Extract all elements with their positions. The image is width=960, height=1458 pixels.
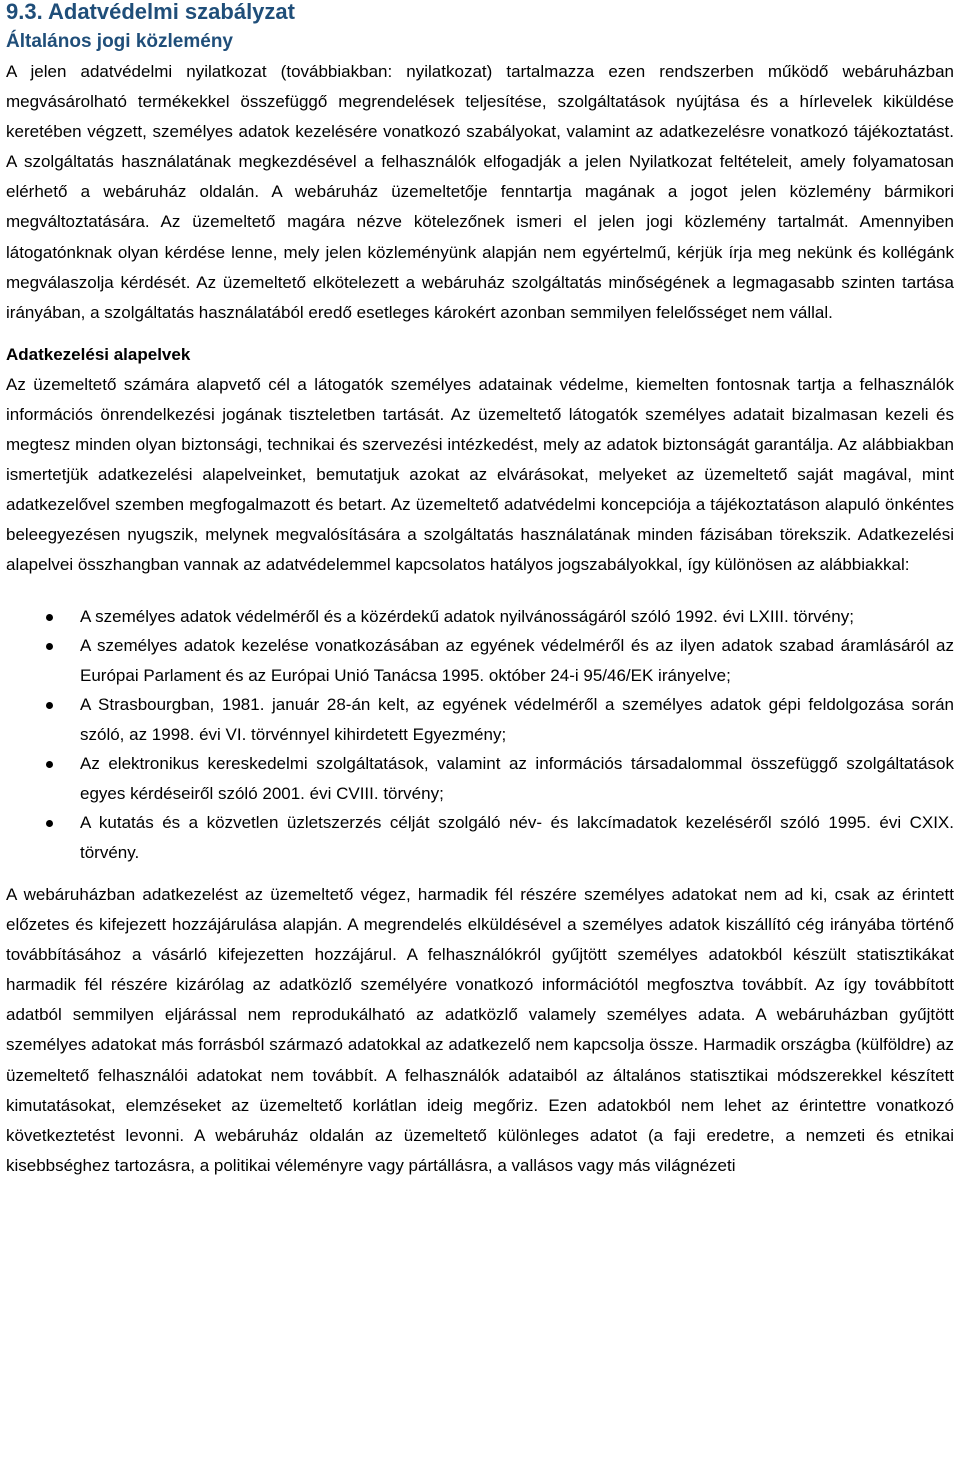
bullet-icon: [46, 761, 53, 768]
law-list-item: [6, 631, 954, 690]
spacer: [6, 328, 954, 340]
section-title: 9.3. Adatvédelmi szabályzat: [6, 0, 295, 24]
general-notice-heading: Általános jogi közlemény: [6, 31, 233, 52]
law-text: Az elektronikus kereskedelmi szolgáltatások, valamint az információs társadalommal összefüggő szolgáltatások egyes kérdéseiről szóló 2001. évi CVIII. törvény;: [80, 754, 954, 803]
general-notice-paragraph: A jelen adatvédelmi nyilatkozat (továbbiakban: nyilatkozat) tartalmazza ezen rendszerben működő webáruházban megvásárolható termékekkel összefüggő megrendelések teljesítése, szolgáltatások nyújtása és a hírlevelek kiküldése keretében végzett, személyes adatok kezelésére vonatkozó szabályokat, valamint az adatkezelésre vonatkozó tájékoztatást. A szolgáltatás használatának megkezdésével a felhasználók elfogadják a jelen Nyilatkozat feltételeit, amely folyamatosan elérhető a webáruház oldalán. A webáruház üzemeltetője fenntartja magának a jogot jelen közlemény bármikori megváltoztatására. Az üzemeltető magára nézve kötelezőnek ismeri el jelen jogi közlemény tartalmát. Amennyiben látogatónknak olyan kérdése lenne, mely jelen közleményünk alapján nem egyértelmű, kérjük írja meg nekünk és kollégánk megválaszolja kérdését. Az üzemeltető elkötelezett a webáruház szolgáltatás minőségének a legmagasabb szinten tartása irányában, a szolgáltatás használatából eredő esetleges károkért azonban semmilyen felelősséget nem vállal.: [6, 62, 954, 322]
spacer: [6, 581, 954, 602]
principles-heading: Adatkezelési alapelvek: [6, 344, 191, 364]
spacer: [6, 867, 954, 880]
law-text: A személyes adatok védelméről és a közérdekű adatok nyilvánosságáról szóló 1992. évi LXIII. törvény;: [80, 606, 854, 626]
law-list-item: [6, 749, 954, 808]
bullet-icon: [46, 702, 53, 709]
bullet-icon: [46, 643, 53, 650]
closing-paragraph: A webáruházban adatkezelést az üzemeltető végez, harmadik fél részére személyes adatokat nem ad ki, csak az érintett előzetes és kifejezett hozzájárulása alapján. A megrendelés elküldésével a személyes adatok kiszállító cég irányába történő továbbításához a vásárló kifejezetten hozzájárul. A felhasználókról gyűjtött személyes adatokból készült statisztikákat harmadik fél részére kizárólag az adatközlő személyére vonatkozó információtól megfosztva továbbít. Az így továbbított adatból semmilyen eljárással nem reprodukálható az adatközlő valamely személyes adata. A webáruházban gyűjtött személyes adatokat más forrásból származó adatokkal az adatkezelő nem kapcsolja össze. Harmadik országba (külföldre) az üzemeltető felhasználói adatokat nem továbbít. A felhasználók adataiból az általános statisztikai módszerekkel készített kimutatásokat, elemzéseket az üzemeltető korlátlan ideig megőriz. Ezen adatokból nem lehet az érintettre vonatkozó következtetést levonni. A webáruház oldalán az üzemeltető különleges adatot (a faji eredetre, a nemzeti és etnikai kisebbséghez tartozásra, a politikai véleményre vagy pártállásra, a vallásos vagy más világnézeti: [6, 885, 954, 1175]
bullet-icon: [46, 820, 53, 827]
law-text: A személyes adatok kezelése vonatkozásában az egyének védelméről és az ilyen adatok szabad áramlásáról az Európai Parlament és az Európai Unió Tanácsa 1995. október 24-i 95/46/EK irányelve;: [80, 636, 954, 685]
law-list: [6, 602, 954, 868]
law-list-item: [6, 602, 954, 632]
law-list-item: [6, 808, 954, 867]
principles-paragraph: Az üzemeltető számára alapvető cél a látogatók személyes adatainak védelme, kiemelten fontosnak tartja a felhasználók információs önrendelkezési jogának tiszteletben tartását. Az üzemeltető látogatók személyes adatait bizalmasan kezeli és megtesz minden olyan biztonsági, technikai és szervezési intézkedést, mely az adatok biztonságát garantálja. Az alábbiakban ismertetjük adatkezelési alapelveinket, bemutatjuk azokat az elvárásokat, melyeket az üzemeltető saját magával, mint adatkezelővel szemben megfogalmazott és betart. Az üzemeltető adatvédelmi koncepciója a tájékoztatáson alapuló önkéntes beleegyezésen nyugszik, melynek megvalósítására a szolgáltatás használatának minden fázisában törekszik. Adatkezelési alapelvei összhangban vannak az adatvédelemmel kapcsolatos hatályos jogszabályokkal, így különösen az alábbiakkal:: [6, 374, 954, 575]
law-text: A kutatás és a közvetlen üzletszerzés célját szolgáló név- és lakcímadatok kezeléséről szóló 1995. évi CXIX. törvény.: [80, 813, 954, 862]
law-text: A Strasbourgban, 1981. január 28-án kelt, az egyének védelméről a személyes adatok gépi feldolgozása során szóló, az 1998. évi VI. törvénnyel kihirdetett Egyezmény;: [80, 695, 954, 744]
bullet-icon: [46, 614, 53, 621]
law-list-item: [6, 690, 954, 749]
